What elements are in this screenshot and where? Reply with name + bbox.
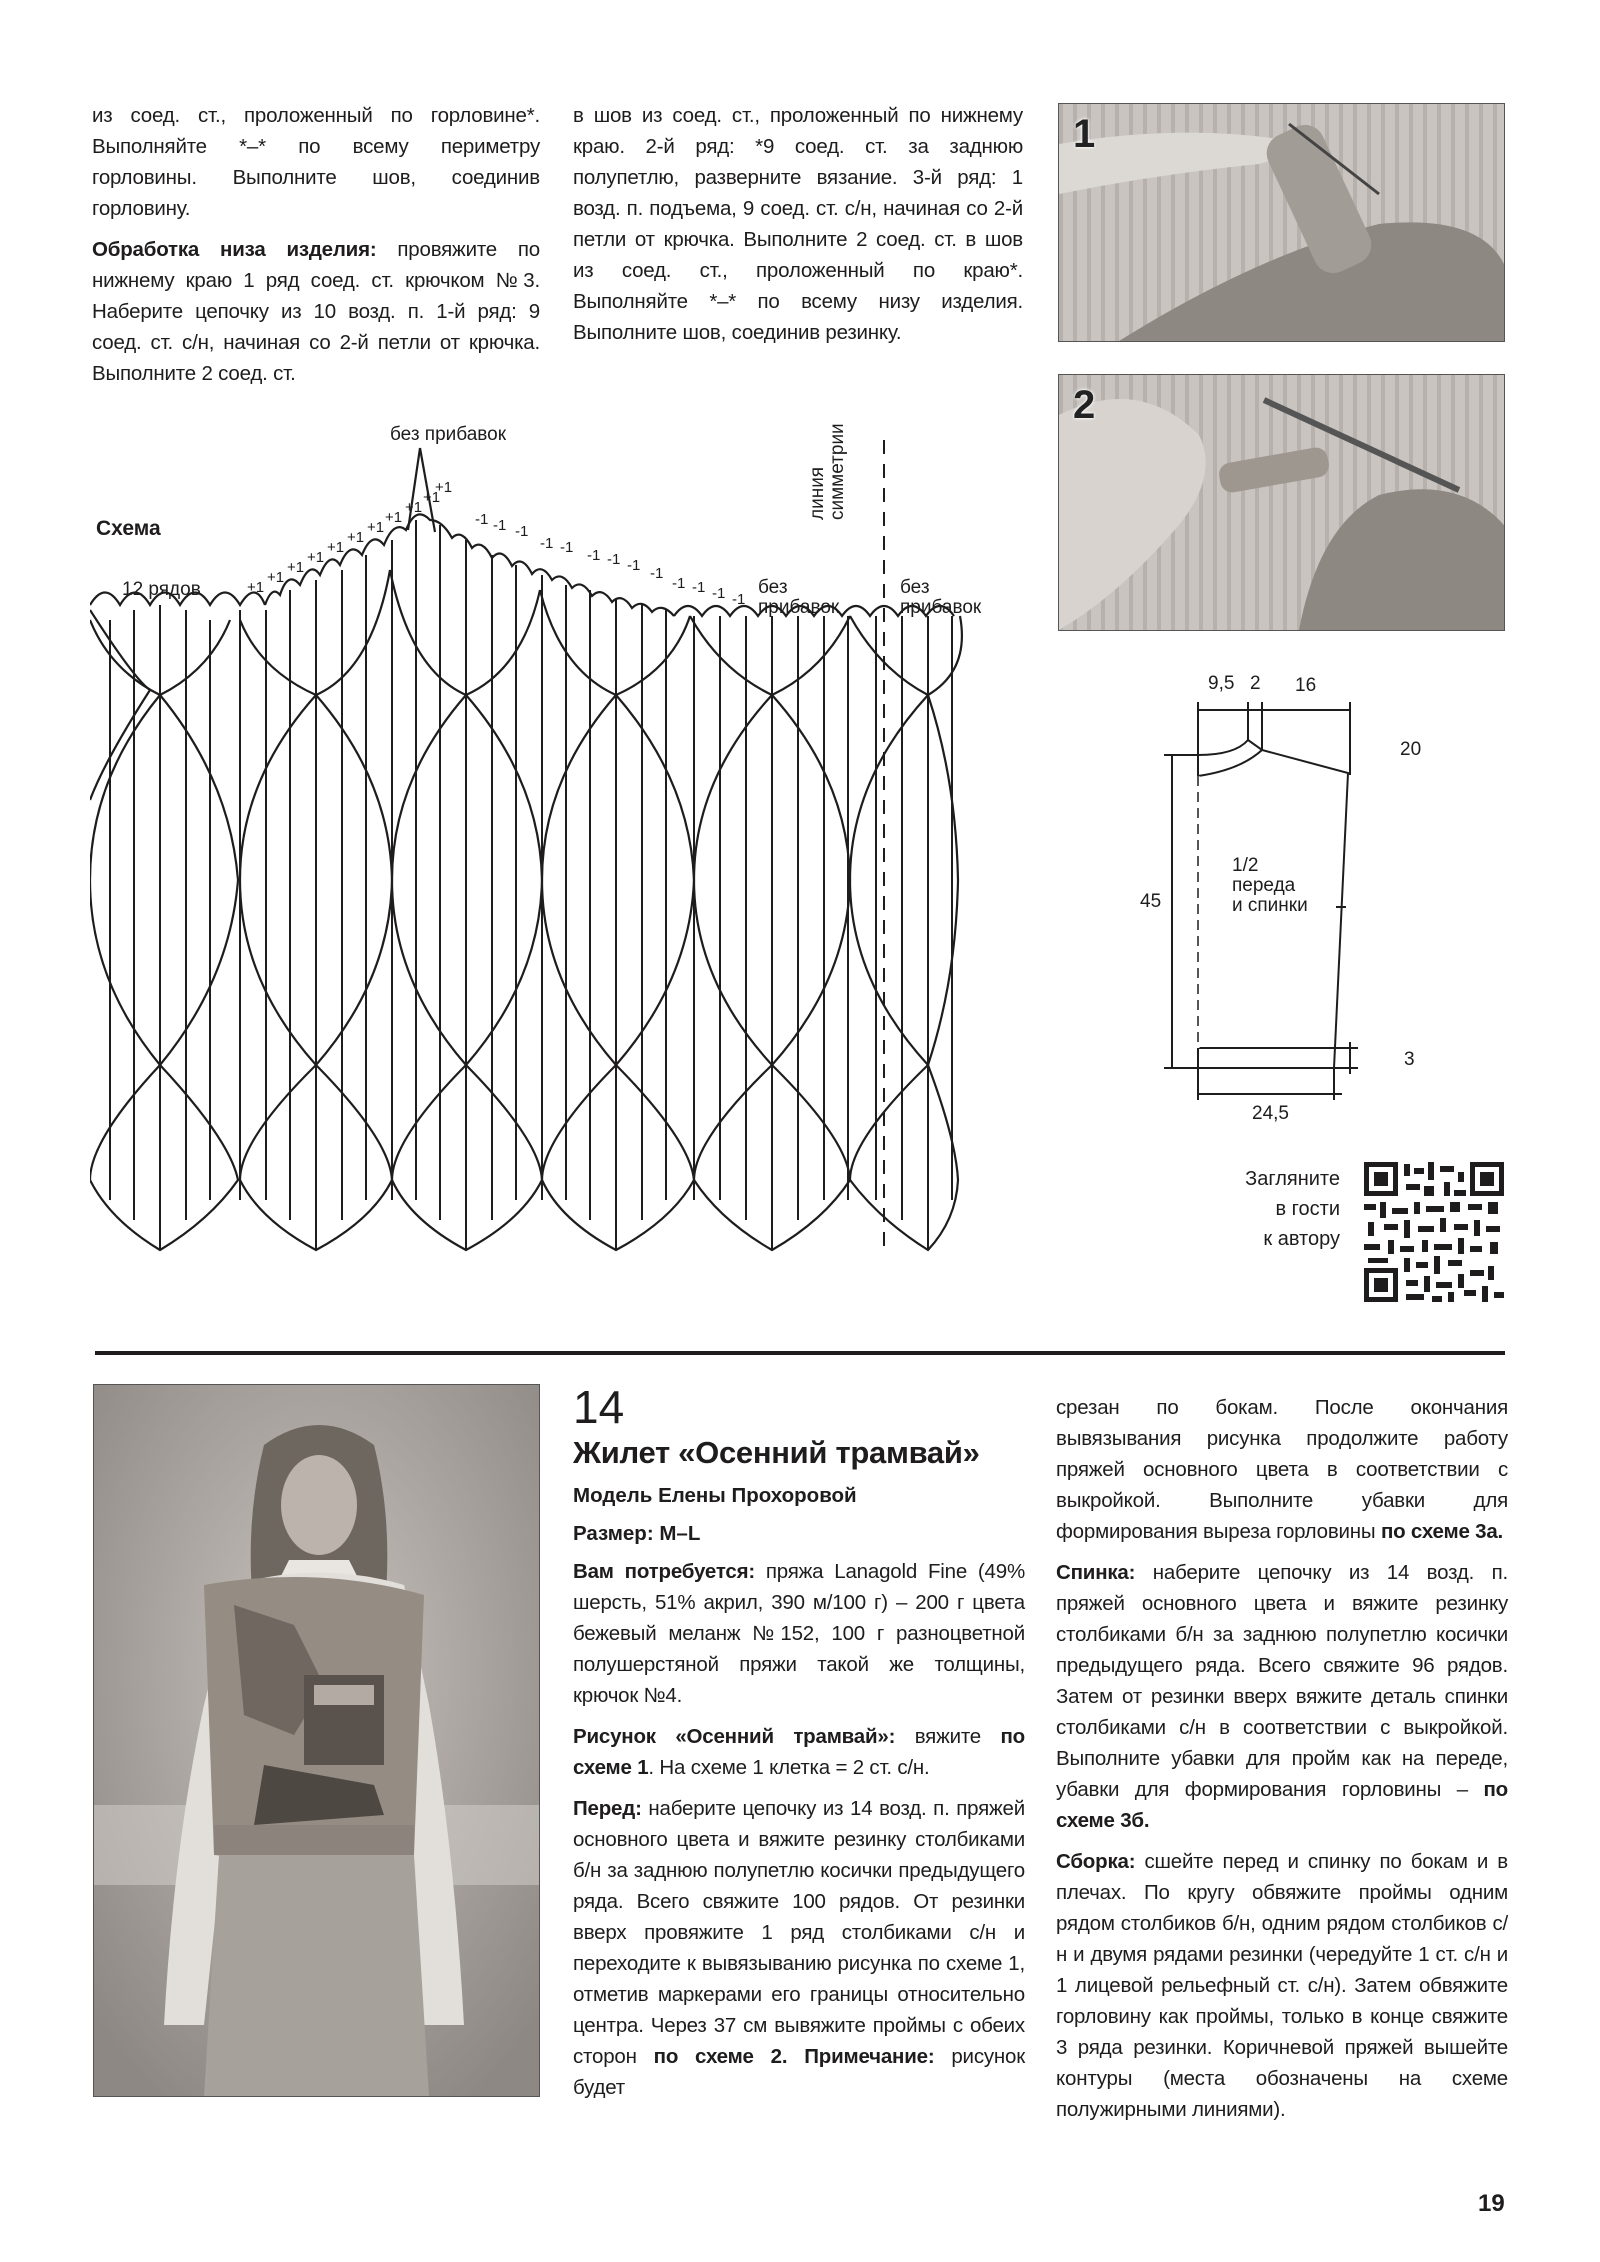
qr-caption-line-1: Загляните <box>1245 1168 1340 1190</box>
svg-text:-1: -1 <box>515 523 529 540</box>
front-label: Перед: <box>573 1797 642 1820</box>
schema-symmetry-label: линия симметрии <box>807 423 848 520</box>
front-neck-scheme-ref: по схеме 3а. <box>1380 1520 1504 1543</box>
top-column-1 <box>92 100 540 399</box>
crochet-schema <box>90 420 1050 1280</box>
qr-code-icon <box>1364 1162 1504 1302</box>
assembly-label: Сборка: <box>1056 1850 1136 1873</box>
svg-text:-1: -1 <box>732 591 746 608</box>
qr-caption-line-3: к автору <box>1263 1228 1340 1250</box>
svg-text:+1: +1 <box>247 579 265 596</box>
dim-bottom-width: 24,5 <box>1252 1103 1289 1124</box>
step-photo-1 <box>1058 103 1505 342</box>
pattern-scheme-ref: по схеме 1 <box>573 1725 1026 1779</box>
pattern-label-fraction: 1/2 <box>1232 855 1259 876</box>
back-text: наберите цепочку из 14 возд. п. пряжей основного цвета и вяжите резинку столбиками б/н за заднюю полупетлю косички предыдущего ряда. Всего свяжите 96 рядов. Затем от резинки вверх вяжите деталь спинки столбиками с/н в соответствии с выкройкой. Выполните убавки для пройм как на переде, убавки для формирования горловины – <box>1056 1561 1508 1801</box>
pattern-text-2: . На схеме 1 клетка = 2 ст. с/н. <box>648 1756 930 1779</box>
page-number: 19 <box>1478 2190 1505 2217</box>
back-label: Спинка: <box>1056 1561 1136 1584</box>
article-number: 14 <box>573 1381 625 1433</box>
front-note-start: рисунок будет <box>573 2045 1026 2099</box>
svg-text:-1: -1 <box>587 547 601 564</box>
front-scheme-ref: по схеме 2. Примечание: <box>653 2045 935 2068</box>
hem-finish-text: провяжите по нижнему краю 1 ряд соед. ст. крючком №3. Наберите цепочку из 10 возд. п. 1-й ряд: 9 соед. ст. с/н, начиная со 2-й петли от крючка. Выполните 2 соед. ст. <box>92 238 540 385</box>
svg-text:-1: -1 <box>560 539 574 556</box>
hem-continuation-text: в шов из соед. ст., проложенный по нижнему краю. 2-й ряд: *9 соед. ст. за заднюю полупетлю, разверните вязание. 3-й ряд: 1 возд. п. подъема, 9 соед. ст. с/н, начиная со 2-й петли от крючка. Выполните 2 соед. ст. в шов из соед. ст., проложенный по краю*. Выполняйте *–* по всему низу изделия. Выполните шов, соединив резинку. <box>573 104 1023 344</box>
schema-rows-label: 12 рядов <box>122 579 201 600</box>
materials-paragraph <box>573 1556 1025 1711</box>
qr-code[interactable] <box>1364 1162 1504 1302</box>
dim-rib-height: 3 <box>1404 1049 1415 1070</box>
front-continuation-paragraph <box>1056 1392 1508 1547</box>
dim-total-height: 45 <box>1140 891 1162 912</box>
garment-pattern-diagram <box>1140 670 1430 1124</box>
front-continuation-text: срезан по бокам. После окончания вывязывания рисунка продолжите работу пряжей основного цвета в соответствии с выкройкой. Выполните убавки для формирования выреза горловины <box>1056 1396 1508 1543</box>
svg-text:+1: +1 <box>405 499 423 516</box>
svg-text:+1: +1 <box>287 559 305 576</box>
svg-text:-1: -1 <box>540 535 554 552</box>
article-body-1 <box>573 1556 1025 2103</box>
dim-armhole-depth: 20 <box>1400 739 1422 760</box>
top-column-2 <box>573 100 1023 358</box>
qr-caption <box>1200 1164 1340 1254</box>
svg-text:-1: -1 <box>475 511 489 528</box>
svg-text:+1: +1 <box>435 479 453 496</box>
photo-number-1: 1 <box>1073 112 1096 156</box>
pattern-text: вяжите <box>895 1725 1001 1748</box>
pattern-paragraph <box>573 1721 1025 1783</box>
article-size: Размер: M–L <box>573 1522 701 1545</box>
front-paragraph <box>573 1793 1025 2103</box>
hem-finish-paragraph <box>92 234 540 389</box>
pattern-label: Рисунок «Осенний трамвай»: <box>573 1725 896 1748</box>
svg-text:+1: +1 <box>423 489 441 506</box>
woman-in-vest-illustration <box>94 1385 539 2096</box>
hands-crochet-illustration <box>1059 104 1504 341</box>
schema-no-increase-right: без прибавок <box>900 577 982 618</box>
svg-text:-1: -1 <box>650 565 664 582</box>
svg-text:-1: -1 <box>627 557 641 574</box>
schema-title: Схема <box>96 517 161 540</box>
photo-number-2: 2 <box>1073 383 1096 427</box>
neckline-finish-text: из соед. ст., проложенный по горловине*. Выполняйте *–* по всему периметру горловины. Выполните шов, соединив горловину. <box>92 104 540 220</box>
dim-shoulder-width: 16 <box>1295 675 1317 696</box>
svg-text:-1: -1 <box>712 585 726 602</box>
svg-text:-1: -1 <box>493 517 507 534</box>
hands-crochet-illustration <box>1059 375 1504 630</box>
back-paragraph <box>1056 1557 1508 1836</box>
dim-shoulder-gap: 2 <box>1250 673 1261 694</box>
step-photo-2 <box>1058 374 1505 631</box>
svg-text:+1: +1 <box>367 519 385 536</box>
article-column-2 <box>1056 1392 1508 2135</box>
hem-finish-label: Обработка низа изделия: <box>92 238 377 261</box>
article-column-1 <box>573 1382 1025 2113</box>
svg-text:-1: -1 <box>672 575 686 592</box>
schema-drawing <box>90 420 1050 1280</box>
front-text: наберите цепочку из 14 возд. п. пряжей основного цвета и вяжите резинку столбиками б/н за заднюю полупетлю косички предыдущего ряда. Всего свяжите 100 рядов. От резинки вверх провяжите 1 ряд столбиками с/н и переходите к вывязыванию рисунка по схеме 1, отметив маркерами его границы относительно центра. Через 37 см вывяжите проймы с обеих сторон <box>573 1797 1025 2068</box>
schema-no-increase-top: без прибавок <box>390 424 507 445</box>
svg-text:+1: +1 <box>307 549 325 566</box>
materials-label: Вам потребуется: <box>573 1560 755 1583</box>
pattern-label-back: и спинки <box>1232 895 1308 916</box>
materials-text: пряжа Lanagold Fine (49% шерсть, 51% акрил, 390 м/100 г) – 200 г цвета бежевый меланж №152, 100 г разноцветной полушерстяной пряжи такой же толщины, крючок №4. <box>573 1560 1025 1707</box>
svg-text:-1: -1 <box>692 579 706 596</box>
article-title: Жилет «Осенний трамвай» <box>573 1435 980 1470</box>
dim-neck-width: 9,5 <box>1208 673 1235 694</box>
model-photo <box>93 1384 540 2097</box>
svg-text:+1: +1 <box>267 569 285 586</box>
svg-text:+1: +1 <box>347 529 365 546</box>
svg-text:+1: +1 <box>327 539 345 556</box>
assembly-text: сшейте перед и спинку по бокам и в плечах. По кругу обвяжите проймы одним рядом столбиков б/н, одним рядом столбиков с/н и двумя рядами резинки (чередуйте 1 ст. с/н и 1 лицевой рельефный ст. с/н). Затем обвяжите горловину как проймы, только в конце свяжите 3 ряда резинки. Коричневой пряжей вышейте контуры (места обозначены на схеме полужирными линиями). <box>1056 1850 1508 2121</box>
qr-caption-line-2: в гости <box>1275 1198 1340 1220</box>
section-divider <box>95 1351 1505 1355</box>
pattern-piece-label <box>1232 856 1308 916</box>
pattern-label-front: переда <box>1232 875 1296 896</box>
article-author: Модель Елены Прохоровой <box>573 1484 857 1507</box>
svg-text:-1: -1 <box>607 551 621 568</box>
assembly-paragraph <box>1056 1846 1508 2125</box>
svg-text:+1: +1 <box>385 509 403 526</box>
back-scheme-ref: по схеме 3б. <box>1056 1778 1508 1832</box>
schema-no-increase-left: без прибавок <box>758 577 840 618</box>
